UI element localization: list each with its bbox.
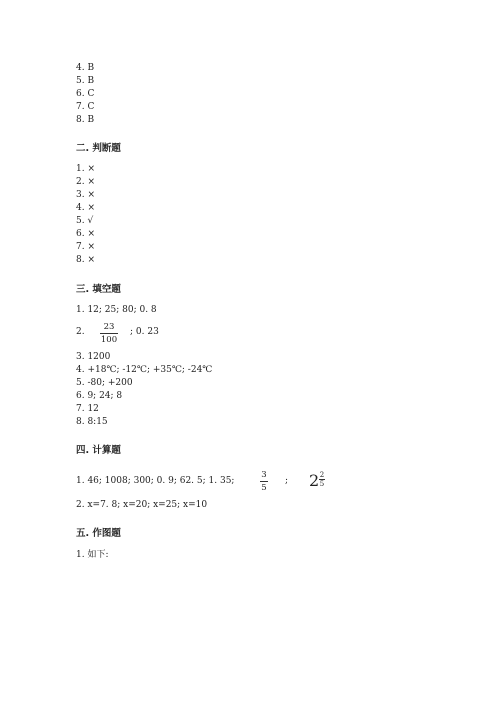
fraction-numerator: 2 (319, 471, 325, 479)
answer-line: 7. 12 (76, 404, 99, 414)
section-title-true-false: 二. 判断题 (76, 143, 121, 154)
answer-line: 2. × (76, 177, 95, 187)
mixed-number-whole: 2 (309, 471, 320, 490)
section-title-calculation: 四. 计算题 (76, 445, 121, 456)
answer-line: 7. C (76, 102, 95, 112)
answer-line: 8. B (76, 115, 95, 125)
answer-line: 4. B (76, 63, 95, 73)
answer-line: 5. B (76, 76, 95, 86)
answer-line: 6. 9; 24; 8 (76, 391, 123, 401)
answer-line: 4. +18℃; -12℃; +35℃; -24℃ (76, 365, 213, 375)
answer-line: 1. × (76, 164, 95, 174)
answer-line: 8. × (76, 255, 95, 265)
answer-line: 5. -80; +200 (76, 378, 133, 388)
section-title-drawing: 五. 作图题 (76, 528, 121, 539)
answer-line: 1. 如下: (76, 550, 109, 560)
fraction-denominator: 100 (100, 335, 118, 345)
fraction-numerator: 3 (261, 470, 267, 480)
answer-line: 3. 1200 (76, 352, 111, 362)
section-title-fill-in: 三. 填空题 (76, 284, 121, 295)
answer-line: 4. × (76, 203, 95, 213)
answer-line: 1. 46; 1008; 300; 0. 9; 62. 5; 1. 35; (76, 476, 235, 486)
answer-line: 5. √ (76, 216, 94, 226)
fraction (260, 470, 268, 493)
answer-line: 8. 8:15 (76, 417, 108, 427)
mixed-number-fraction (319, 471, 325, 488)
separator: ; (285, 476, 289, 486)
fraction-numerator: 23 (100, 322, 118, 334)
fraction-denominator: 5 (319, 480, 325, 488)
answer-line: 6. × (76, 229, 95, 239)
answer-line: 3. × (76, 190, 95, 200)
answer-line: 1. 12; 25; 80; 0. 8 (76, 305, 157, 315)
answer-prefix: 2. (76, 327, 85, 337)
fraction (100, 322, 118, 345)
answer-line: 2. x=7. 8; x=20; x=25; x=10 (76, 500, 208, 510)
fraction-denominator: 5 (261, 483, 267, 493)
answer-line: 6. C (76, 89, 95, 99)
answer-line: 7. × (76, 242, 95, 252)
answer-suffix: ; 0. 23 (130, 327, 159, 337)
